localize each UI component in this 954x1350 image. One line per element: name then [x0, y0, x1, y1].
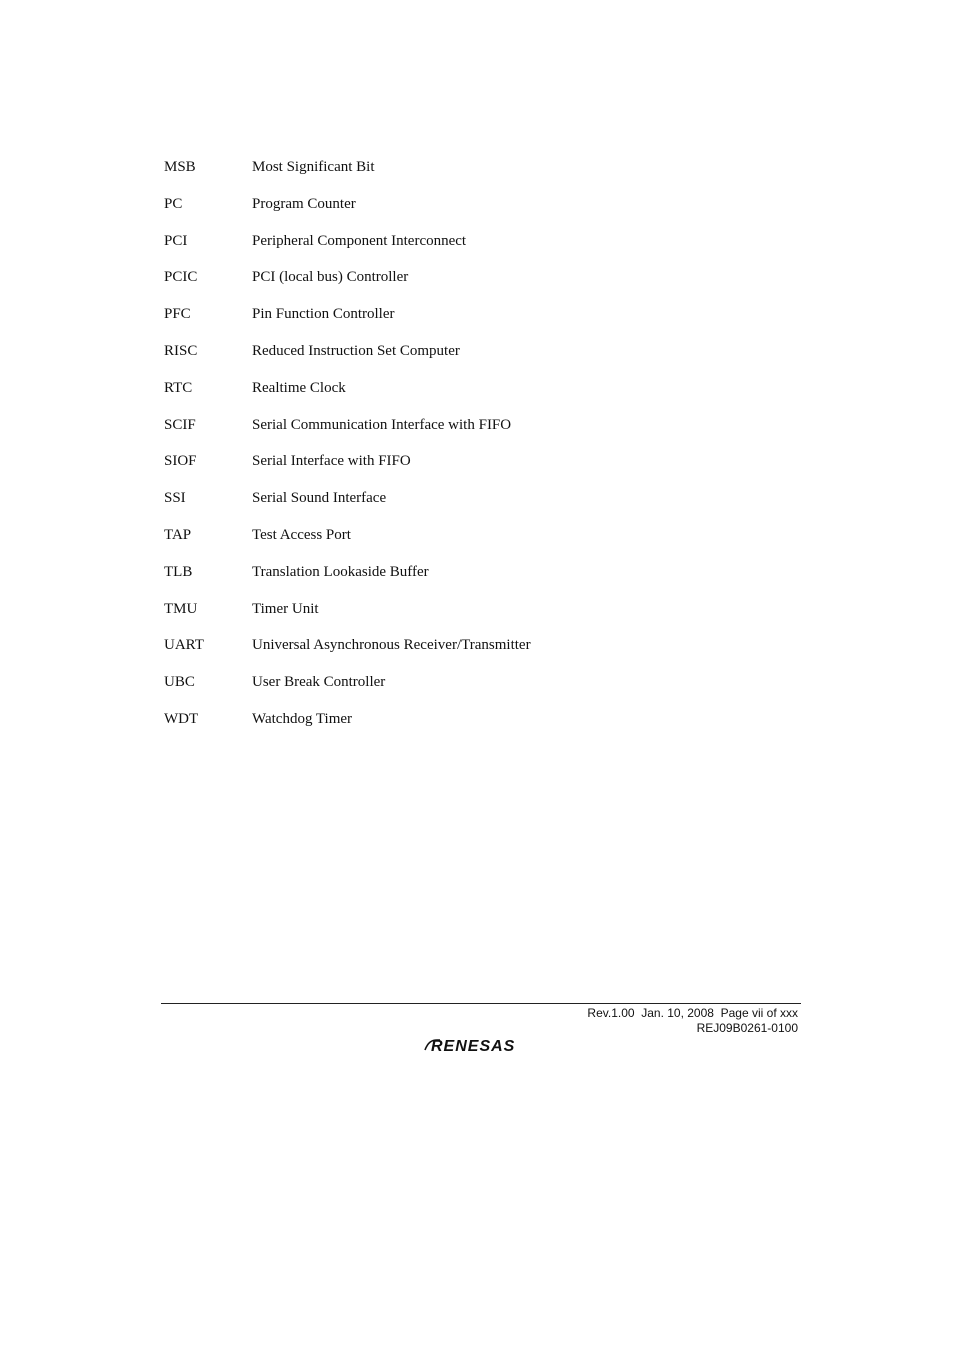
abbreviation-definition: Timer Unit	[252, 600, 319, 617]
abbreviation-term: SIOF	[164, 453, 197, 470]
abbreviation-row	[164, 341, 531, 378]
page-footer	[587, 1006, 798, 1036]
abbreviation-row	[164, 157, 531, 194]
abbreviation-definition: Most Significant Bit	[252, 159, 375, 175]
abbreviation-row	[164, 378, 531, 415]
abbreviation-definition: PCI (local bus) Controller	[252, 269, 409, 286]
abbreviation-term: TAP	[164, 526, 192, 543]
abbreviation-term: MSB	[164, 159, 196, 175]
abbreviation-row	[164, 267, 531, 304]
abbreviation-definition: Program Counter	[252, 195, 356, 212]
abbreviation-term: SSI	[164, 490, 186, 507]
abbreviation-row	[164, 709, 531, 746]
abbreviation-definition: Reduced Instruction Set Computer	[252, 342, 460, 359]
abbreviation-row	[164, 194, 531, 231]
abbreviation-row	[164, 599, 531, 636]
abbreviation-row	[164, 451, 531, 488]
revision-line: Rev.1.00 Jan. 10, 2008 Page vii of xxx	[587, 1006, 798, 1020]
logo-wordmark: RENESAS	[431, 1038, 516, 1055]
abbreviation-term: RTC	[164, 379, 193, 396]
abbreviation-definition: Test Access Port	[252, 526, 351, 543]
abbreviation-row	[164, 231, 531, 268]
renesas-logo	[422, 1034, 542, 1056]
abbreviation-term: RISC	[164, 342, 198, 359]
abbreviation-term: UBC	[164, 674, 195, 691]
abbreviation-row	[164, 488, 531, 525]
footer-divider	[161, 1003, 801, 1004]
document-code: REJ09B0261-0100	[696, 1021, 798, 1035]
abbreviation-definition: Watchdog Timer	[252, 710, 353, 727]
abbreviation-row	[164, 562, 531, 599]
abbreviation-term: WDT	[164, 710, 199, 727]
abbreviation-definition: Pin Function Controller	[252, 306, 395, 323]
abbreviation-term: PC	[164, 195, 183, 212]
abbreviation-term: TLB	[164, 563, 193, 580]
abbreviation-term: PFC	[164, 306, 191, 323]
abbreviation-definition: Serial Communication Interface with FIFO	[252, 416, 512, 433]
abbreviation-definition: Realtime Clock	[252, 379, 346, 396]
abbreviation-term: TMU	[164, 600, 198, 617]
abbreviation-definition: Peripheral Component Interconnect	[252, 232, 467, 249]
abbreviation-row	[164, 415, 531, 452]
abbreviation-list	[164, 157, 531, 746]
abbreviation-definition: User Break Controller	[252, 674, 386, 691]
abbreviation-definition: Universal Asynchronous Receiver/Transmitter	[252, 637, 531, 654]
abbreviation-term: PCI	[164, 232, 188, 249]
abbreviation-row	[164, 304, 531, 341]
abbreviation-term: PCIC	[164, 269, 198, 286]
abbreviation-definition: Serial Interface with FIFO	[252, 453, 411, 470]
abbreviation-definition: Serial Sound Interface	[252, 490, 387, 507]
abbreviation-definition: Translation Lookaside Buffer	[252, 563, 429, 580]
abbreviation-row	[164, 672, 531, 709]
abbreviation-row	[164, 635, 531, 672]
abbreviation-term: SCIF	[164, 416, 196, 433]
abbreviation-term: UART	[164, 637, 204, 654]
abbreviation-row	[164, 525, 531, 562]
